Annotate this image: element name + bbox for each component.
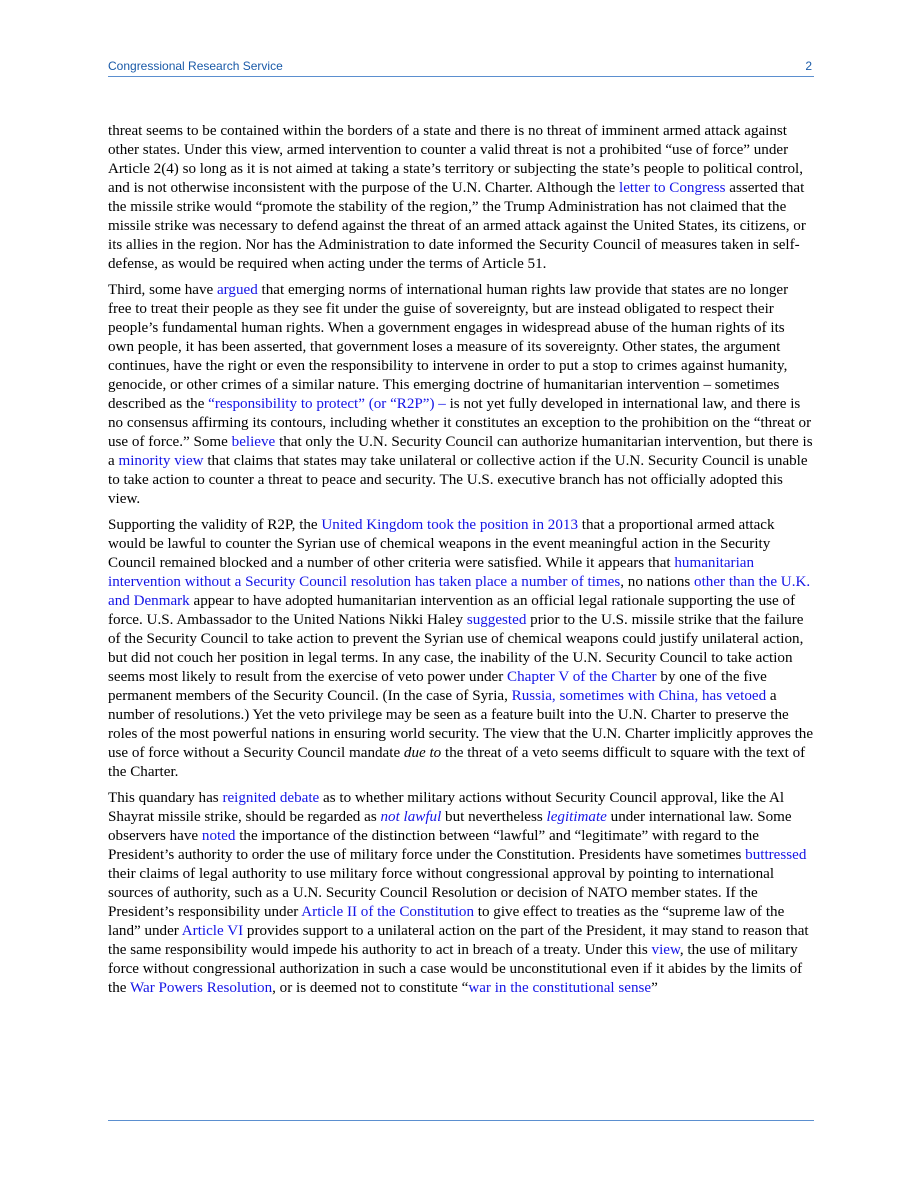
link-letter-to-congress[interactable]: letter to Congress [619, 180, 726, 196]
link-not-lawful[interactable] [380, 809, 441, 825]
link-noted[interactable]: noted [201, 828, 236, 844]
paragraph-text: to give effect to treaties as the “supreme law of the land” under [108, 904, 785, 939]
link-legitimate[interactable] [547, 809, 607, 825]
paragraph-text: by one of the five permanent members of the Security Council. (In the case of Syria, [108, 669, 767, 704]
link-humanitarian-intervention[interactable]: humanitarian intervention without a Security Council resolution has taken place a number of times [108, 555, 755, 590]
link-reignited-debate[interactable]: reignited debate [222, 790, 320, 806]
paragraph-text: that emerging norms of international human rights law provide that states are no longer free to treat their people as they see fit under the guise of sovereignty, but are instead obligated to respect their people’s fundamental human rights. When a government engages in widespread abuse of the human rights of its own people, it has been asserted, that government loses a measure of its sovereignty. Other states, the argument continues, have the right or even the responsibility to intervene in order to put a stop to crimes against humanity, genocide, or other crimes of a similar nature. This emerging doctrine of humanitarian intervention – sometimes described as the [108, 282, 789, 412]
link-suggested[interactable]: suggested [466, 612, 527, 628]
paragraph-text: provides support to a unilateral action on the part of the President, it may stand to reason that the same responsibility would impede his authority to act in breach of a treaty. Under this [108, 923, 809, 958]
link-war-powers-resolution[interactable]: War Powers Resolution [129, 980, 273, 996]
paragraph-text: Supporting the validity of R2P, the [108, 517, 322, 533]
paragraph-text: as to whether military actions without Security Council approval, like the Al Shayrat missile strike, should be regarded as [108, 790, 785, 825]
link-war-constitutional-sense[interactable]: war in the constitutional sense [468, 980, 652, 996]
paragraph-text: that a proportional armed attack would be lawful to counter the Syrian use of chemical weapons in the event meaningful action in the Security Council remained blocked and a number of other criteria were satisfied. While it appears that [108, 517, 775, 571]
link-legitimate-text: legitimate [546, 809, 607, 825]
paragraph-text: threat seems to be contained within the borders of a state and there is no threat of imminent armed attack against other states. Under this view, armed intervention to counter a valid threat is not a prohibited “use of force” under Article 2(4) so long as it is not aimed at taking a state’s territory or subjecting the state’s people to political control, and is not otherwise inconsistent with the purpose of the U.N. Charter. Although the [108, 123, 803, 196]
paragraph-text: ” [651, 980, 658, 996]
paragraph-text: the importance of the distinction between “lawful” and “legitimate” with regard to the President’s authority to order the use of military force under the Constitution. Presidents have sometimes [108, 828, 759, 863]
document-body [108, 122, 814, 1005]
paragraph-text: , or is deemed not to constitute “ [272, 980, 469, 996]
link-uk-and-denmark[interactable]: other than the U.K. and Denmark [108, 574, 811, 609]
link-chapter-v-charter[interactable]: Chapter V of the Charter [507, 669, 657, 685]
paragraph-2 [108, 281, 814, 509]
header-rule [108, 76, 814, 77]
footer-rule [108, 1120, 814, 1121]
link-article-ii[interactable]: Article II of the Constitution [301, 904, 474, 920]
page-header [108, 58, 814, 76]
link-uk-position-2013[interactable]: United Kingdom took the position in 2013 [321, 517, 578, 533]
link-not-lawful-text: not lawful [380, 809, 442, 825]
paragraph-3 [108, 516, 814, 782]
paragraph-text: is not yet fully developed in international law, and there is no consensus affirming its contours, including whether it constitutes an exception to the prohibition on the “threat or use of force.” Some [108, 396, 812, 450]
paragraph-text: prior to the U.S. missile strike that the failure of the Security Council to take action to prevent the Syrian use of chemical weapons could justify unilateral action, but did not couch her position in legal terms. In any case, the inability of the U.N. Security Council to take action seems most likely to result from the exercise of veto power under [108, 612, 804, 685]
link-argued[interactable]: argued [216, 282, 258, 298]
paragraph-text: a number of resolutions.) Yet the veto privilege may be seen as a feature built into the U.N. Charter to preserve the roles of the most powerful nations in ensuring world security. The view that the U.N. Charter implicitly approves the use of force without a Security Council mandate [108, 688, 814, 761]
paragraph-text: This quandary has [108, 790, 223, 806]
paragraph-1 [108, 122, 814, 274]
paragraph-text: Third, some have [108, 282, 217, 298]
page-number: 2 [805, 59, 812, 73]
link-responsibility-to-protect[interactable]: “responsibility to protect” (or “R2P”) – [208, 396, 446, 412]
paragraph-text: , no nations [620, 574, 695, 590]
header-org-name: Congressional Research Service [108, 59, 283, 73]
paragraph-text: that claims that states may take unilateral or collective action if the U.N. Security Council is unable to take action to counter a threat to peace and security. The U.S. executive branch has not officially adopted this view. [108, 453, 808, 507]
link-russia-vetoed[interactable]: Russia, sometimes with China, has vetoed [511, 688, 767, 704]
link-minority-view[interactable]: minority view [118, 453, 204, 469]
paragraph-4 [108, 789, 814, 998]
link-buttressed[interactable]: buttressed [745, 847, 807, 863]
link-believe[interactable]: believe [231, 434, 276, 450]
paragraph-text: under international law. Some observers have [108, 809, 792, 844]
emphasis-due-to: due to [403, 745, 442, 761]
paragraph-text: the threat of a veto seems difficult to square with the text of the Charter. [108, 745, 806, 780]
paragraph-text: , the use of military force without congressional authorization in such a case would be unconstitutional even if it abides by the limits of the [108, 942, 803, 996]
paragraph-text: asserted that the missile strike would “promote the stability of the region,” the Trump Administration has not claimed that the missile strike was necessary to defend against the threat of an armed attack against the United States, its citizens, or its allies in the region. Nor has the Administration to date informed the Security Council of measures taken in self-defense, as would be required when acting under the terms of Article 51. [108, 180, 806, 272]
link-article-vi[interactable]: Article VI [181, 923, 244, 939]
paragraph-text: their claims of legal authority to use military force without congressional approval by pointing to international sources of authority, such as a U.N. Security Council Resolution or decision of NATO member states. If the President’s responsibility under [108, 866, 775, 920]
paragraph-text: but nevertheless [441, 809, 547, 825]
paragraph-text: that only the U.N. Security Council can authorize humanitarian intervention, but there is a [108, 434, 813, 469]
paragraph-text: appear to have adopted humanitarian intervention as an official legal rationale supporting the use of force. U.S. Ambassador to the United Nations Nikki Haley [108, 593, 796, 628]
link-view[interactable]: view [651, 942, 680, 958]
